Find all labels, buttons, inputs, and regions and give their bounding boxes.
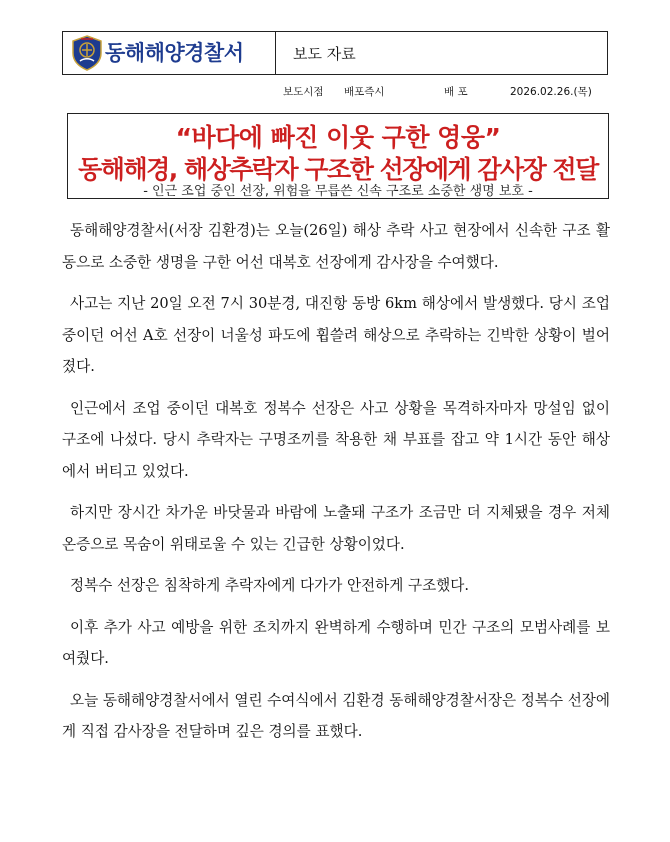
title-box	[67, 113, 609, 199]
header-divider	[275, 32, 276, 74]
org-name: 동해해양경찰서	[105, 41, 244, 65]
release-date: 2026.02.26.(목)	[510, 86, 592, 98]
body-paragraph: 이후 추가 사고 예방을 위한 조치까지 완벽하게 수행하며 민간 구조의 모범사례를 보여줬다.	[62, 618, 610, 667]
header-box	[62, 31, 608, 75]
distribution-label: 배 포	[444, 86, 468, 98]
body-paragraph: 동해해양경찰서(서장 김환경)는 오늘(26일) 해상 추락 사고 현장에서 신속한 구조 활동으로 소중한 생명을 구한 어선 대복호 선장에게 감사장을 수여했다.	[62, 222, 610, 271]
doc-type: 보도 자료	[293, 45, 356, 63]
article-body	[62, 215, 610, 758]
headline-quote: “바다에 빠진 이웃 구한 영웅”	[175, 123, 501, 152]
body-paragraph: 사고는 지난 20일 오전 7시 30분경, 대진항 동방 6km 해상에서 발생했다. 당시 조업 중이던 어선 A호 선장이 너울성 파도에 휩쓸려 해상으로 추락하는 긴박한 상황이 벌어졌다.	[62, 295, 610, 375]
release-value: 배포즉시	[344, 86, 385, 98]
org-logo	[71, 35, 271, 71]
headline-main: 동해해경, 해상추락자 구조한 선장에게 감사장 전달	[78, 155, 598, 184]
body-paragraph: 하지만 장시간 차가운 바닷물과 바람에 노출돼 구조가 조금만 더 지체됐을 경우 저체온증으로 목숨이 위태로울 수 있는 긴급한 상황이었다.	[62, 504, 610, 553]
subheadline: - 인근 조업 중인 선장, 위험을 무릅쓴 신속 구조로 소중한 생명 보호 -	[143, 184, 533, 199]
body-paragraph: 정복수 선장은 침착하게 추락자에게 다가가 안전하게 구조했다.	[70, 577, 470, 594]
coast-guard-emblem-icon	[71, 35, 103, 71]
release-label: 보도시점	[283, 86, 324, 98]
body-paragraph: 인근에서 조업 중이던 대복호 정복수 선장은 사고 상황을 목격하자마자 망설임 없이 구조에 나섰다. 당시 추락자는 구명조끼를 착용한 채 부표를 잡고 약 1시간 동안 해상에서 버티고 있었다.	[62, 399, 610, 480]
body-paragraph: 오늘 동해해양경찰서에서 열린 수여식에서 김환경 동해해양경찰서장은 정복수 선장에게 직접 감사장을 전달하며 깊은 경의를 표했다.	[62, 691, 610, 740]
